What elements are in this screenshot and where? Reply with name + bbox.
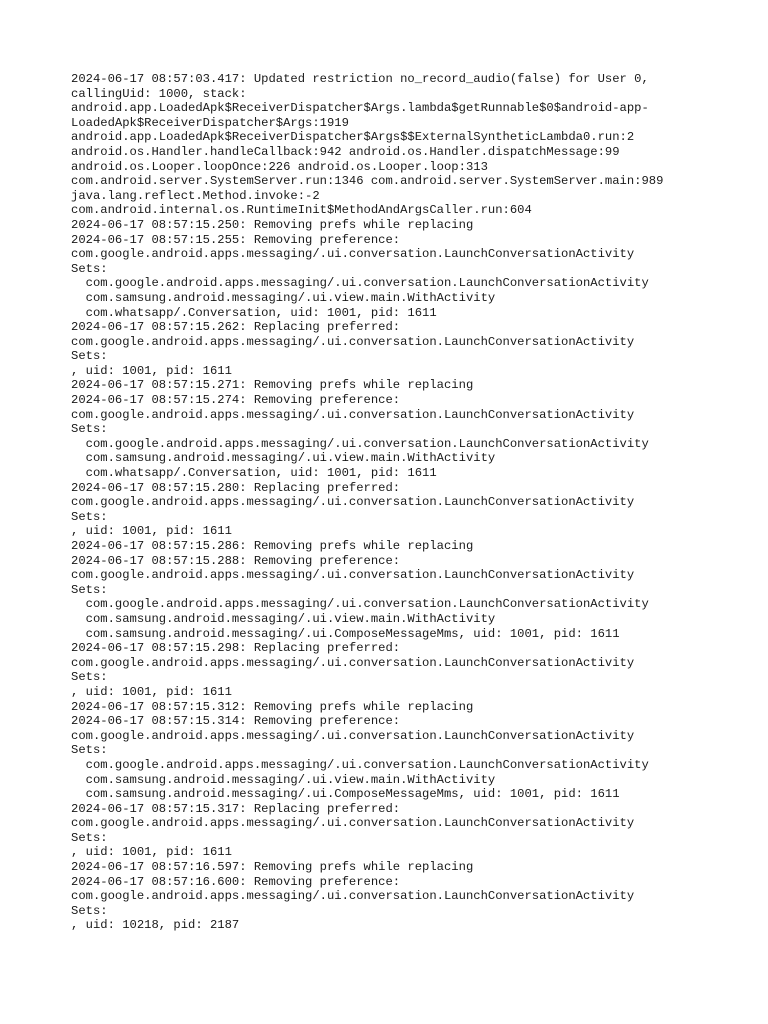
log-line: , uid: 1001, pid: 1611 (71, 524, 232, 539)
log-line: java.lang.reflect.Method.invoke:-2 (71, 188, 320, 203)
log-line: com.samsung.android.messaging/.ui.view.main.WithActivity (71, 290, 496, 305)
log-line: com.google.android.apps.messaging/.ui.conversation.LaunchConversationActivity (71, 436, 649, 451)
log-line: com.google.android.apps.messaging/.ui.conversation.LaunchConversationActivity (71, 728, 635, 743)
log-line: 2024-06-17 08:57:15.288: Removing preference: (71, 553, 401, 568)
log-line: com.google.android.apps.messaging/.ui.conversation.LaunchConversationActivity (71, 247, 635, 262)
log-line: com.google.android.apps.messaging/.ui.conversation.LaunchConversationActivity (71, 568, 635, 583)
log-line: com.google.android.apps.messaging/.ui.conversation.LaunchConversationActivity (71, 757, 649, 772)
log-line: android.os.Looper.loopOnce:226 android.os.Looper.loop:313 (71, 159, 488, 174)
log-line: , uid: 1001, pid: 1611 (71, 845, 232, 860)
log-line: 2024-06-17 08:57:15.271: Removing prefs while replacing (71, 378, 474, 393)
log-line: 2024-06-17 08:57:15.274: Removing preference: (71, 393, 401, 408)
log-line: 2024-06-17 08:57:15.262: Replacing preferred: (71, 320, 401, 335)
log-line: 2024-06-17 08:57:15.255: Removing preference: (71, 232, 401, 247)
log-line: com.samsung.android.messaging/.ui.ComposeMessageMms, uid: 1001, pid: 1611 (71, 787, 620, 802)
log-line: com.google.android.apps.messaging/.ui.conversation.LaunchConversationActivity (71, 276, 649, 291)
log-line: Sets: (71, 830, 108, 845)
log-line: 2024-06-17 08:57:15.314: Removing preference: (71, 714, 401, 729)
log-line: com.samsung.android.messaging/.ui.view.main.WithActivity (71, 772, 496, 787)
log-line: 2024-06-17 08:57:16.600: Removing preference: (71, 874, 401, 889)
log-line: 2024-06-17 08:57:16.597: Removing prefs while replacing (71, 860, 474, 875)
log-line: Sets: (71, 903, 108, 918)
log-line: 2024-06-17 08:57:15.286: Removing prefs while replacing (71, 539, 474, 553)
log-line: com.samsung.android.messaging/.ui.ComposeMessageMms, uid: 1001, pid: 1611 (71, 626, 620, 641)
log-line: callingUid: 1000, stack: (71, 86, 247, 101)
log-line: , uid: 1001, pid: 1611 (71, 684, 232, 699)
log-line: com.google.android.apps.messaging/.ui.conversation.LaunchConversationActivity (71, 597, 649, 612)
log-line: com.whatsapp/.Conversation, uid: 1001, pid: 1611 (71, 466, 437, 481)
log-document (71, 72, 711, 933)
log-line: android.app.LoadedApk$ReceiverDispatcher$Args.lambda$getRunnable$0$android-app- (71, 101, 649, 116)
log-line: com.whatsapp/.Conversation, uid: 1001, pid: 1611 (71, 305, 437, 320)
log-line: Sets: (71, 422, 108, 437)
log-line: com.samsung.android.messaging/.ui.view.main.WithActivity (71, 611, 496, 626)
log-line: android.os.Handler.handleCallback:942 android.os.Handler.dispatchMessage:99 (71, 144, 620, 159)
log-line: Sets: (71, 582, 108, 597)
log-line: com.google.android.apps.messaging/.ui.conversation.LaunchConversationActivity (71, 407, 635, 422)
log-line: com.android.internal.os.RuntimeInit$MethodAndArgsCaller.run:604 (71, 203, 532, 218)
log-line: 2024-06-17 08:57:15.312: Removing prefs while replacing (71, 699, 474, 714)
log-line: 2024-06-17 08:57:03.417: Updated restriction no_record_audio(false) for User 0, (71, 72, 649, 86)
log-line: com.samsung.android.messaging/.ui.view.main.WithActivity (71, 451, 496, 466)
log-line: 2024-06-17 08:57:15.298: Replacing preferred: (71, 641, 401, 656)
log-line: com.android.server.SystemServer.run:1346 com.android.server.SystemServer.main:989 (71, 174, 664, 189)
log-line: , uid: 10218, pid: 2187 (71, 918, 240, 933)
log-line: 2024-06-17 08:57:15.280: Replacing preferred: (71, 480, 401, 495)
log-line: 2024-06-17 08:57:15.250: Removing prefs while replacing (71, 217, 474, 232)
log-line: com.google.android.apps.messaging/.ui.conversation.LaunchConversationActivity (71, 495, 635, 510)
log-line: com.google.android.apps.messaging/.ui.conversation.LaunchConversationActivity (71, 334, 635, 349)
log-line: Sets: (71, 349, 108, 364)
log-line: android.app.LoadedApk$ReceiverDispatcher$Args$$ExternalSyntheticLambda0.run:2 (71, 130, 635, 145)
log-line: com.google.android.apps.messaging/.ui.conversation.LaunchConversationActivity (71, 655, 635, 670)
log-line: Sets: (71, 670, 108, 685)
log-line: LoadedApk$ReceiverDispatcher$Args:1919 (71, 115, 349, 130)
log-line: com.google.android.apps.messaging/.ui.conversation.LaunchConversationActivity (71, 889, 635, 904)
log-line: 2024-06-17 08:57:15.317: Replacing preferred: (71, 801, 401, 816)
log-line: , uid: 1001, pid: 1611 (71, 363, 232, 378)
log-line: Sets: (71, 509, 108, 524)
log-line: Sets: (71, 743, 108, 758)
log-line: com.google.android.apps.messaging/.ui.conversation.LaunchConversationActivity (71, 816, 635, 831)
log-line: Sets: (71, 261, 108, 276)
